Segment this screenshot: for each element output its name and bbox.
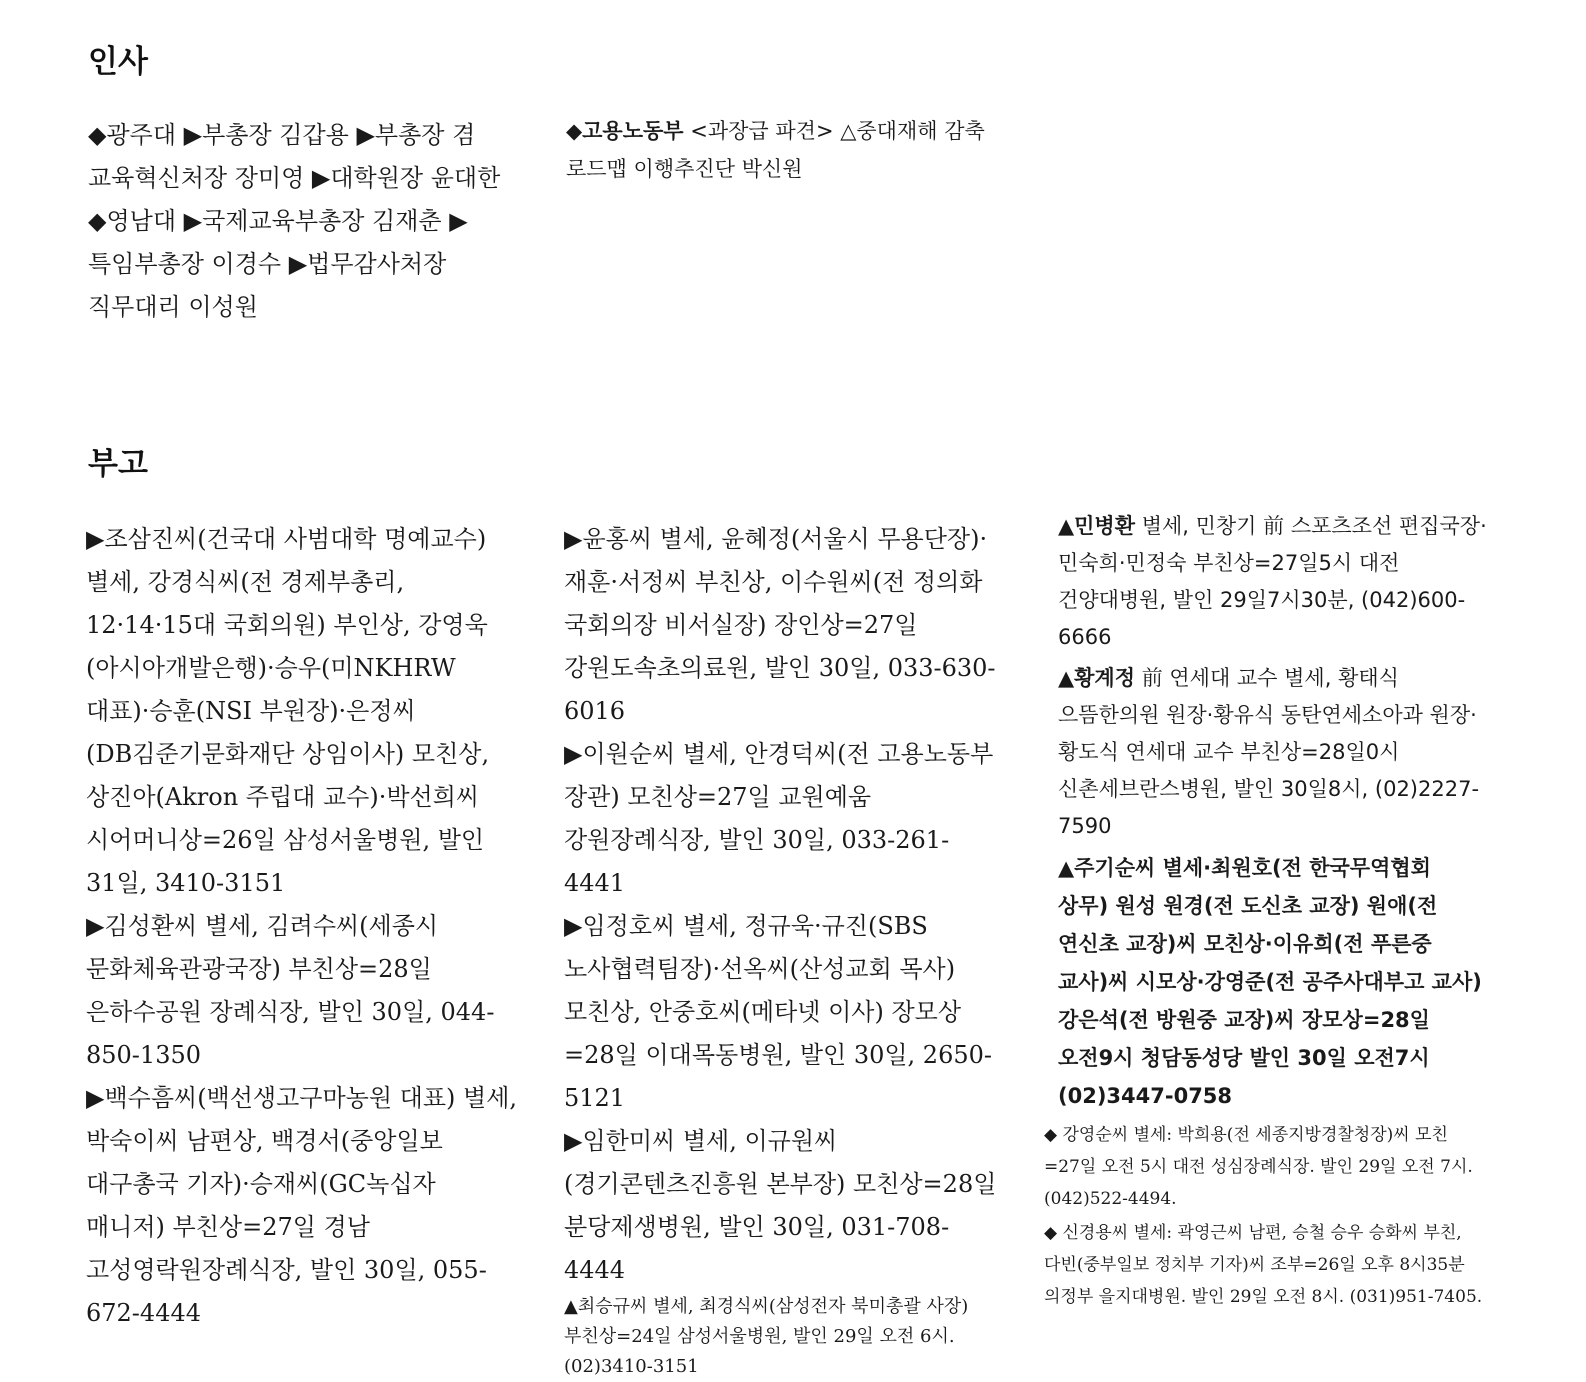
bugo-column-2 xyxy=(564,518,1000,1382)
insa-entry: ◆광주대 ▶부총장 김갑용 ▶부총장 겸 교육혁신처장 장미영 ▶대학원장 윤대한 xyxy=(88,121,501,192)
insa-column-left xyxy=(88,114,528,329)
obituary-entry: ▶백수흠씨(백선생고구마농원 대표) 별세, 박숙이씨 남편상, 백경서(중앙일보 대구총국 기자)·승재씨(GC녹십자 매니저) 부친상=27일 경남 고성영락원장례식장, 발인 30일, 055-672-4444 xyxy=(86,1084,518,1327)
obituary-entry: ▲민병환 별세, 민창기 前 스포츠조선 편집국장·민숙희·민정숙 부친상=27일5시 대전 건양대병원, 발인 29일7시30분, (042)600-6666 xyxy=(1058,514,1487,649)
obituary-entry: ▶임한미씨 별세, 이규원씨(경기콘텐츠진흥원 본부장) 모친상=28일 분당제생병원, 발인 30일, 031-708-4444 xyxy=(564,1127,997,1284)
insa-column-right xyxy=(566,112,1006,188)
obituary-entry-small: ◆ 강영순씨 별세: 박희용(전 세종지방경찰청장)씨 모친=27일 오전 5시 대전 성심장례식장. 발인 29일 오전 7시. (042)522-4494. xyxy=(1044,1125,1473,1209)
bugo-heading: 부고 xyxy=(88,446,148,482)
obituary-entry: ▲황계정 前 연세대 교수 별세, 황태식 으뜸한의원 원장·황유식 동탄연세소아과 원장·황도식 연세대 교수 부친상=28일0시 신촌세브란스병원, 발인 30일8시, (02)2227-7590 xyxy=(1058,666,1480,838)
obituary-entry-small: ▲최승규씨 별세, 최경식씨(삼성전자 북미총괄 사장) 부친상=24일 삼성서울병원, 발인 29일 오전 6시. (02)3410-3151 xyxy=(564,1296,969,1377)
obituary-entry: ▶김성환씨 별세, 김려수씨(세종시 문화체육관광국장) 부친상=28일 은하수공원 장례식장, 발인 30일, 044-850-1350 xyxy=(86,912,495,1069)
bugo-column-3 xyxy=(1044,508,1488,1315)
obituary-entry: ▶임정호씨 별세, 정규욱·규진(SBS 노사협력팀장)·선옥씨(산성교회 목사) 모친상, 안중호씨(메타넷 이사) 장모상=28일 이대목동병원, 발인 30일, 2650-5121 xyxy=(564,912,992,1112)
obituary-entry-bold: ▲주기순씨 별세·최원호(전 한국무역협회 상무) 원성 원경(전 도신초 교장) 원애(전 연신초 교장)씨 모친상·이유희(전 푸른중 교사)씨 시모상·강영준(전 공주사대부고 교사) 강은석(전 방원중 교장)씨 장모상=28일 오전9시 청담동성당 발인 30일 오전7시 (02)3447-0758 xyxy=(1058,856,1482,1108)
insa-entry: ◆영남대 ▶국제교육부총장 김재춘 ▶특임부총장 이경수 ▶법무감사처장 직무대리 이성원 xyxy=(88,207,468,321)
obituary-entry: ▶조삼진씨(건국대 사범대학 명예교수) 별세, 강경식씨(전 경제부총리, 12·14·15대 국회의원) 부인상, 강영욱(아시아개발은행)·승우(미NKHRW 대표)·승훈(NSI 부원장)·은정씨(DB김준기문화재단 상임이사) 모친상, 상진아(Akron 주립대 교수)·박선희씨 시어머니상=26일 삼성서울병원, 발인 31일, 3410-3151 xyxy=(86,525,490,897)
insa-entry: ◆고용노동부 <과장급 파견> △중대재해 감축 로드맵 이행추진단 박신원 xyxy=(566,119,985,181)
obituary-entry: ▶이원순씨 별세, 안경덕씨(전 고용노동부 장관) 모친상=27일 교원예움 강원장례식장, 발인 30일, 033-261-4441 xyxy=(564,740,994,897)
insa-heading: 인사 xyxy=(88,44,148,80)
obituary-entry-small: ◆ 신경용씨 별세: 곽영근씨 남편, 승철 승우 승화씨 부친, 다빈(중부일보 정치부 기자)씨 조부=26일 오후 8시35분 의정부 을지대병원. 발인 29일 오전 8시. (031)951-7405. xyxy=(1044,1223,1483,1307)
bugo-column-1 xyxy=(86,518,522,1335)
obituary-entry: ▶윤홍씨 별세, 윤혜정(서울시 무용단장)·재훈·서정씨 부친상, 이수원씨(전 정의화 국회의장 비서실장) 장인상=27일 강원도속초의료원, 발인 30일, 033-630-6016 xyxy=(564,525,996,725)
